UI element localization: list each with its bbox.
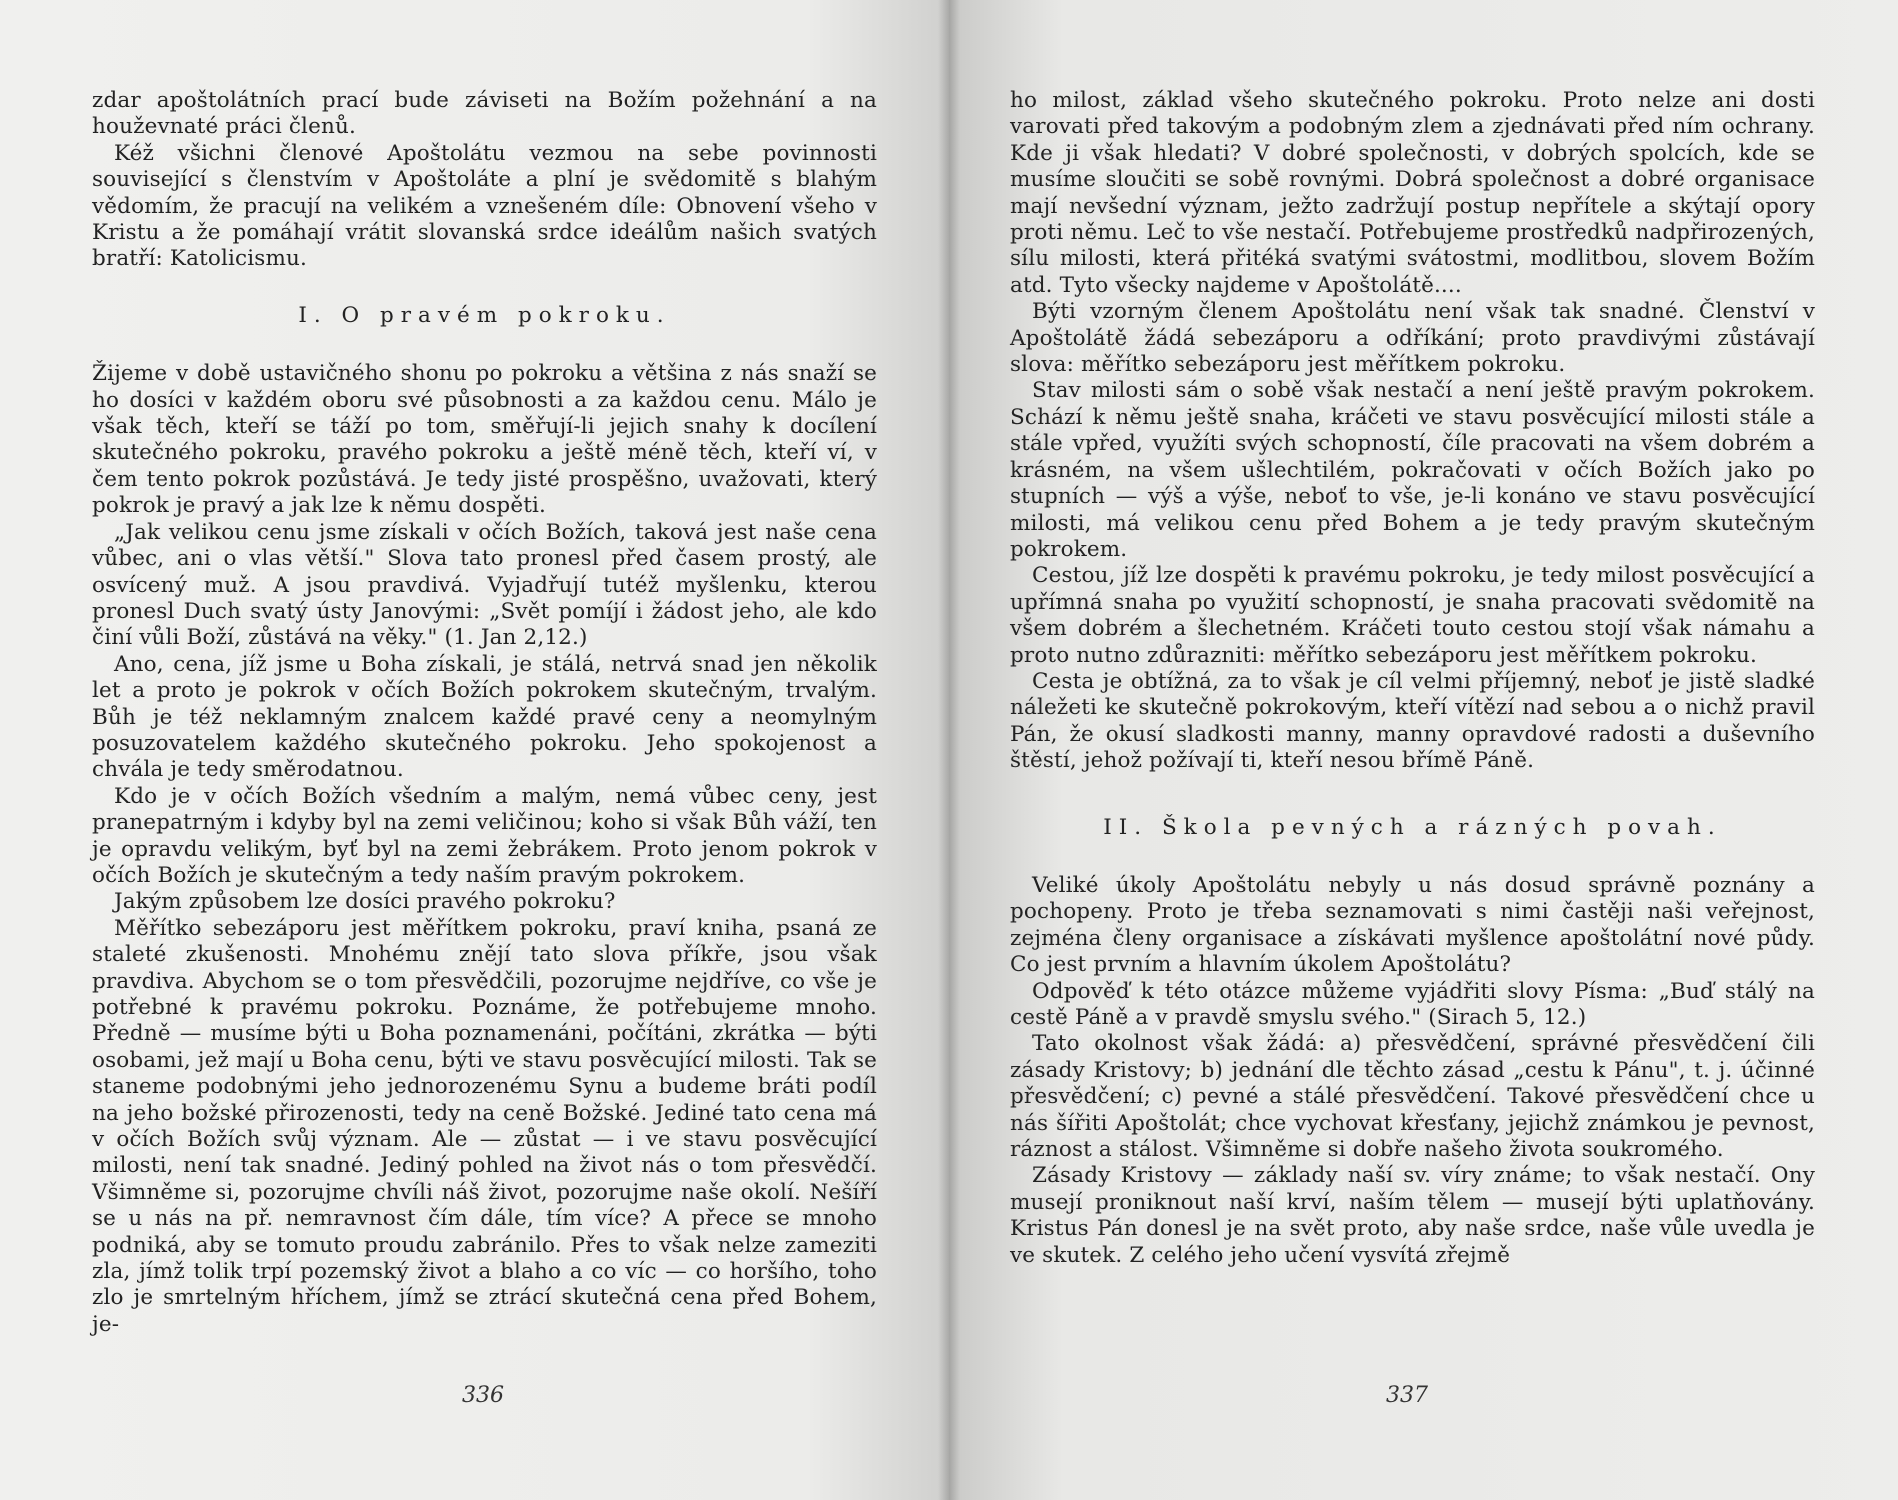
paragraph: Žijeme v době ustavičného shonu po pokroku a většina z nás snaží se ho dosíci v každém oboru své působnosti a za každou cenu. Málo je však těch, kteří se táží po tom, směřují-li jejich snahy k docílení skutečného pokroku, pravého pokroku a ještě méně těch, kteří ví, v čem tento pokrok pozůstává. Je tedy jisté prospěšno, uvažovati, který pokrok je pravý a jak lze k němu dospěti.: [92, 361, 877, 519]
paragraph: Stav milosti sám o sobě však nestačí a není ještě pravým pokrokem. Schází k němu ještě snaha, kráčeti ve stavu posvěcující milosti stále a stále vpřed, využíti svých schopností, číle pracovati na všem dobrém a krásném, na všem ušlechtilém, pokračovati v očích Božích jako po stupních — výš a výše, neboť to vše, je-li konáno ve stavu posvěcující milosti, má velikou cenu před Bohem a je tedy pravým skutečným pokrokem.: [1010, 378, 1815, 562]
paragraph: Měřítko sebezáporu jest měřítkem pokroku, praví kniha, psaná ze staleté zkušenosti. Mnohému znějí tato slova příkře, jsou však pravdiva. Abychom se o tom přesvědčili, pozorujme nejdříve, co vše je potřebné k pravému pokroku. Poznáme, že potřebujeme mnoho. Předně — musíme býti u Boha poznamenáni, počítáni, zkrátka — býti osobami, jež mají u Boha cenu, býti ve stavu posvěcující milosti. Tak se staneme podobnými jeho jednorozenému Synu a budeme bráti podíl na jeho božské přirozenosti, tedy na ceně Božské. Jediné tato cena má v očích Božích svůj význam. Ale — zůstat — i ve stavu posvěcující milosti, není tak snadné. Jediný pohled na život nás o tom přesvědčí. Všimněme si, pozorujme chvíli náš život, pozorujme naše okolí. Nešíří se u nás na př. nemravnost čím dále, tím více? A přece se mnoho podniká, aby se tomuto proudu zabránilo. Přes to však nelze zameziti zla, jímž tolik trpí pozemský život a blaho a co víc — co horšího, toho zlo je smrtelným hříchem, jímž se ztrácí skutečná cena před Bohem, je-: [92, 915, 877, 1337]
paragraph: ho milost, základ všeho skutečného pokroku. Proto nelze ani dosti varovati před takovým a podobným zlem a zjednávati před ním ochrany. Kde ji však hledati? V dobré společnosti, v dobrých spolcích, kde se musíme sloučiti se sobě rovnými. Dobrá společnost a dobré organisace mají nevšední význam, ježto zadržují postup nepřítele a skýtají opory proti němu. Leč to vše nestačí. Potřebujeme prostředků nadpřirozených, sílu milosti, která přitéká svatými svátostmi, modlitbou, slovem Božím atd. Tyto všecky najdeme v Apoštolátě....: [1010, 88, 1815, 298]
paragraph: zdar apoštolátních prací bude záviseti na Božím požehnání a na houževnaté práci členů.: [92, 88, 877, 140]
paragraph: Kéž všichni členové Apoštolátu vezmou na sebe povinnosti související s členstvím v Apoštoláte a plní je svědomitě s blahým vědomím, že pracují na velikém a vznešeném díle: Obnovení všeho v Kristu a že pomáhají vrátit slovanská srdce ideálům našich svatých bratří: Katolicismu.: [92, 140, 877, 272]
section-heading: II. Škola pevných a rázných povah.: [1103, 814, 1722, 840]
paragraph: Ano, cena, jíž jsme u Boha získali, je stálá, netrvá snad jen několik let a proto je pokrok v očích Božích pokrokem skutečným, trvalým. Bůh je též neklamným znalcem každé pravé ceny a neomylným posuzovatelem každého skutečného pokroku. Jeho spokojenost a chvála je tedy směrodatnou.: [92, 651, 877, 783]
book-gutter: [938, 0, 960, 1500]
left-page-text: [92, 88, 877, 1338]
right-page-text: [1010, 88, 1815, 1269]
page-number: 337: [1386, 1383, 1428, 1408]
paragraph: Zásady Kristovy — základy naší sv. víry známe; to však nestačí. Ony musejí proniknout naší krví, naším tělem — musejí býti uplatňovány. Kristus Pán donesl je na svět proto, aby naše srdce, naše vůle uvedla je ve skutek. Z celého jeho učení vysvítá zřejmě: [1010, 1163, 1815, 1268]
paragraph: Jakým způsobem lze dosíci pravého pokroku?: [114, 889, 616, 915]
paragraph: Odpověď k této otázce můžeme vyjádřiti slovy Písma: „Buď stálý na cestě Páně a v pravdě smyslu svého." (Sirach 5, 12.): [1010, 978, 1815, 1030]
page-number: 336: [462, 1383, 504, 1408]
paragraph: „Jak velikou cenu jsme získali v očích Božích, taková jest naše cena vůbec, ani o vlas větší." Slova tato pronesl před časem prostý, ale osvícený muž. A jsou pravdivá. Vyjadřují tutéž myšlenku, kterou pronesl Duch svatý ústy Janovými: „Svět pomíjí i žádost jeho, ale kdo činí vůli Boží, zůstává na věky." (1. Jan 2,12.): [92, 519, 877, 651]
paragraph: Býti vzorným členem Apoštolátu není však tak snadné. Členství v Apoštolátě žádá sebezáporu a odříkání; proto pravdivými zůstávají slova: měřítko sebezáporu jest měřítkem pokroku.: [1010, 299, 1815, 378]
section-heading: I. O pravém pokroku.: [298, 302, 671, 328]
paragraph: Tato okolnost však žádá: a) přesvědčení, správné přesvědčení čili zásady Kristovy; b) jednání dle těchto zásad „cestu k Pánu", t. j. účinné přesvědčení; c) pevné a stálé přesvědčení. Takové přesvědčení chce u nás šířiti Apoštolát; chce vychovat křesťany, jejichž známkou je pevnost, ráznost a stálost. Všimněme si dobře našeho života soukromého.: [1010, 1031, 1815, 1163]
paragraph: Veliké úkoly Apoštolátu nebyly u nás dosud správně poznány a pochopeny. Proto je třeba seznamovati s nimi častěji naši veřejnost, zejména členy organisace a získávati myšlence apoštolátní nové půdy. Co jest prvním a hlavním úkolem Apoštolátu?: [1010, 872, 1815, 978]
paragraph: Cestou, jíž lze dospěti k pravému pokroku, je tedy milost posvěcující a upřímná snaha po využití schopností, je snaha pracovati svědomitě na všem dobrém a šlechetném. Kráčeti touto cestou stojí však námahu a proto nutno zdůrazniti: měřítko sebezáporu jest měřítkem pokroku.: [1010, 563, 1815, 668]
paragraph: Cesta je obtížná, za to však je cíl velmi příjemný, neboť je jistě sladké náležeti ke skutečně pokrokovým, kteří vítězí nad sebou a o nichž pravil Pán, že okusí sladkosti manny, manny opravdové radosti a duševního štěstí, jehož požívají ti, kteří nesou břímě Páně.: [1010, 668, 1815, 774]
paragraph: Kdo je v očích Božích všedním a malým, nemá vůbec ceny, jest pranepatrným i kdyby byl na zemi veličinou; koho si však Bůh váží, ten je opravdu velikým, byť byl na zemi žebrákem. Proto jenom pokrok v očích Božích je skutečným a tedy naším pravým pokrokem.: [92, 783, 877, 888]
right-page: [949, 0, 1898, 1500]
